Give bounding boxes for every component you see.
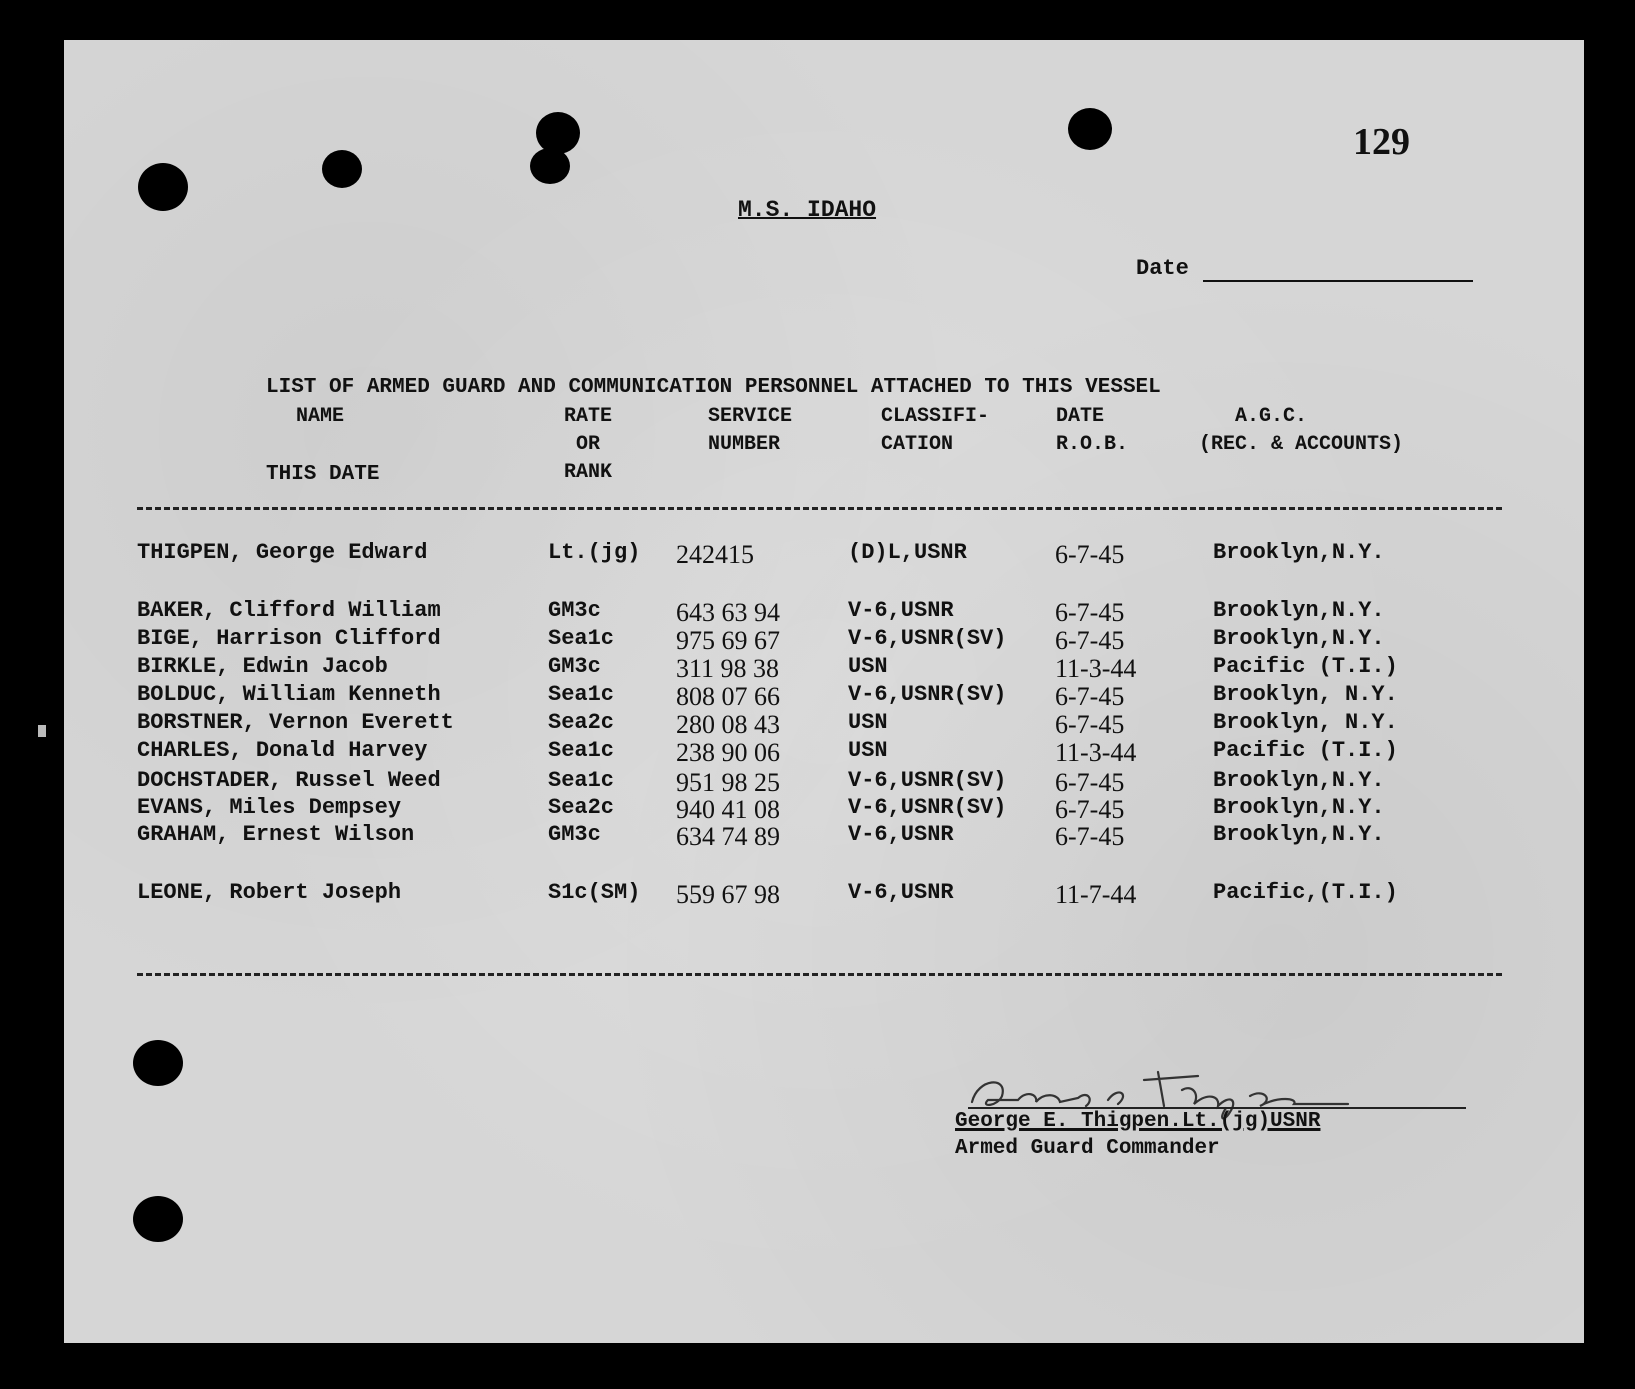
cell-classification: V-6,USNR(SV): [848, 795, 1007, 820]
cell-service-number: 559 67 98: [676, 880, 780, 909]
punch-hole: [530, 148, 570, 184]
cell-date: 6-7-45: [1055, 710, 1125, 739]
cell-agc: Brooklyn,N.Y.: [1213, 540, 1385, 565]
cell-classification: USN: [848, 710, 888, 735]
column-header-rate: RATE OR RANK: [564, 405, 613, 484]
cell-name: BORSTNER, Vernon Everett: [137, 710, 454, 735]
page-number: 129: [1353, 121, 1410, 163]
table-row: [0, 626, 1635, 654]
punch-hole: [138, 163, 188, 211]
cell-service-number: 951 98 25: [676, 768, 780, 797]
table-row: [0, 598, 1635, 626]
column-header-classification: CLASSIFI- CATION: [881, 405, 990, 456]
cell-name: DOCHSTADER, Russel Weed: [137, 768, 441, 793]
table-row: [0, 795, 1635, 823]
punch-hole: [1068, 108, 1112, 150]
cell-rate: Sea1c: [548, 682, 615, 707]
divider-top: [137, 507, 1502, 510]
cell-date: 6-7-45: [1055, 795, 1125, 824]
cell-service-number: 242415: [676, 540, 754, 569]
column-header-agc: A.G.C. (REC. & ACCOUNTS): [1199, 405, 1404, 456]
cell-classification: USN: [848, 738, 888, 763]
cell-agc: Brooklyn,N.Y.: [1213, 598, 1385, 623]
divider-bottom: [137, 973, 1502, 976]
cell-rate: GM3c: [548, 654, 601, 679]
cell-name: BIRKLE, Edwin Jacob: [137, 654, 388, 679]
cell-name: EVANS, Miles Dempsey: [137, 795, 402, 820]
cell-name: BIGE, Harrison Clifford: [137, 626, 441, 651]
cell-classification: (D)L,USNR: [848, 540, 967, 565]
heading-line-1: LIST OF ARMED GUARD AND COMMUNICATION PERSONNEL ATTACHED TO THIS VESSEL: [266, 376, 1161, 399]
cell-date: 11-3-44: [1055, 738, 1137, 767]
cell-rate: GM3c: [548, 822, 601, 847]
signatory-name: George E. Thigpen.Lt.(jg)USNR: [955, 1110, 1321, 1133]
column-header-service: SERVICE NUMBER: [708, 405, 793, 456]
cell-name: LEONE, Robert Joseph: [137, 880, 402, 905]
cell-agc: Pacific (T.I.): [1213, 654, 1398, 679]
cell-classification: V-6,USNR: [848, 598, 954, 623]
cell-agc: Pacific,(T.I.): [1213, 880, 1398, 905]
cell-classification: V-6,USNR(SV): [848, 768, 1007, 793]
signatory-title: Armed Guard Commander: [955, 1137, 1220, 1160]
heading-line-2: THIS DATE: [266, 463, 380, 486]
cell-agc: Brooklyn,N.Y.: [1213, 626, 1385, 651]
cell-name: THIGPEN, George Edward: [137, 540, 428, 565]
cell-rate: Sea1c: [548, 738, 615, 763]
punch-hole: [133, 1040, 183, 1086]
cell-rate: Sea2c: [548, 795, 615, 820]
table-row: [0, 768, 1635, 796]
cell-rate: Sea2c: [548, 710, 615, 735]
cell-date: 11-7-44: [1055, 880, 1137, 909]
column-header-name: NAME: [296, 405, 345, 428]
date-blank-line: [1203, 280, 1473, 282]
cell-agc: Pacific (T.I.): [1213, 738, 1398, 763]
cell-agc: Brooklyn,N.Y.: [1213, 822, 1385, 847]
punch-hole: [536, 112, 580, 154]
cell-classification: V-6,USNR(SV): [848, 626, 1007, 651]
cell-service-number: 975 69 67: [676, 626, 780, 655]
cell-date: 6-7-45: [1055, 682, 1125, 711]
cell-service-number: 311 98 38: [676, 654, 780, 683]
cell-date: 11-3-44: [1055, 654, 1137, 683]
cell-rate: Sea1c: [548, 768, 615, 793]
cell-classification: V-6,USNR(SV): [848, 682, 1007, 707]
cell-agc: Brooklyn,N.Y.: [1213, 795, 1385, 820]
cell-rate: S1c(SM): [548, 880, 641, 905]
cell-rate: Lt.(jg): [548, 540, 641, 565]
cell-service-number: 634 74 89: [676, 822, 780, 851]
cell-classification: USN: [848, 654, 888, 679]
cell-agc: Brooklyn,N.Y.: [1213, 768, 1385, 793]
cell-date: 6-7-45: [1055, 598, 1125, 627]
table-row: [0, 682, 1635, 710]
table-row: [0, 710, 1635, 738]
cell-service-number: 643 63 94: [676, 598, 780, 627]
cell-classification: V-6,USNR: [848, 822, 954, 847]
table-row: [0, 822, 1635, 850]
cell-classification: V-6,USNR: [848, 880, 954, 905]
table-row: [0, 880, 1635, 908]
cell-rate: Sea1c: [548, 626, 615, 651]
cell-rate: GM3c: [548, 598, 601, 623]
cell-name: BOLDUC, William Kenneth: [137, 682, 441, 707]
cell-agc: Brooklyn, N.Y.: [1213, 682, 1398, 707]
cell-date: 6-7-45: [1055, 822, 1125, 851]
cell-date: 6-7-45: [1055, 626, 1125, 655]
cell-name: BAKER, Clifford William: [137, 598, 441, 623]
vessel-title: M.S. IDAHO: [738, 197, 877, 223]
cell-name: CHARLES, Donald Harvey: [137, 738, 428, 763]
cell-service-number: 940 41 08: [676, 795, 780, 824]
cell-date: 6-7-45: [1055, 540, 1125, 569]
column-header-date: DATE R.O.B.: [1056, 405, 1129, 456]
cell-date: 6-7-45: [1055, 768, 1125, 797]
table-row: [0, 738, 1635, 766]
punch-hole: [322, 150, 362, 188]
cell-service-number: 238 90 06: [676, 738, 780, 767]
cell-agc: Brooklyn, N.Y.: [1213, 710, 1398, 735]
cell-name: GRAHAM, Ernest Wilson: [137, 822, 415, 847]
punch-hole: [133, 1196, 183, 1242]
table-row: [0, 654, 1635, 682]
cell-service-number: 280 08 43: [676, 710, 780, 739]
table-row: [0, 540, 1635, 568]
date-label: Date: [1136, 256, 1189, 281]
cell-service-number: 808 07 66: [676, 682, 780, 711]
